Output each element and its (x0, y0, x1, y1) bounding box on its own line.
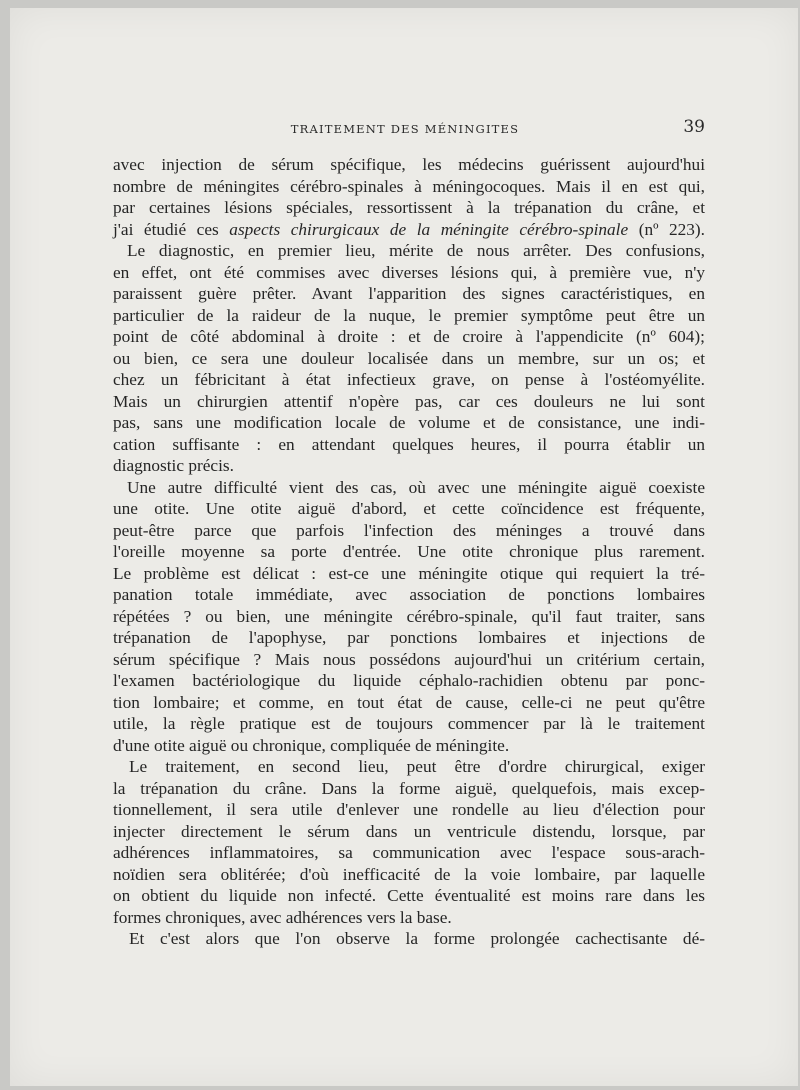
text-line: cation suffisante : en attendant quelques heures, il pourra établir un (113, 434, 705, 454)
text-line: avec injection de sérum spécifique, les médecins guérissent aujourd'hui (113, 155, 705, 174)
paragraph-start-line: Le traitement, en second lieu, peut être d'ordre chirurgical, exiger (129, 757, 705, 776)
paragraph-start-line: Le diagnostic, en premier lieu, mérite de nous arrêter. Des confusions, (127, 241, 705, 260)
text-line: on obtient du liquide non infecté. Cette éventualité est moins rare dans les (113, 886, 705, 905)
text-line: l'examen bactériologique du liquide céphalo-rachidien obtenu par ponc- (113, 671, 705, 690)
paragraph-end-line: diagnostic précis. (113, 456, 234, 475)
text-line-with-italic (113, 219, 705, 241)
text-line: peut-être parce que parfois l'infection des méninges a trouvé dans (113, 520, 705, 540)
text-line: ou bien, ce sera une douleur localisée dans un membre, sur un os; et (113, 348, 705, 368)
text-line: utile, la règle pratique est de toujours commencer par là le traitement (113, 714, 705, 733)
text-line: particulier de la raideur de la nuque, le premier symptôme peut être un (113, 305, 705, 325)
paragraph-start-line: Une autre difficulté vient des cas, où avec une méningite aiguë coexiste (127, 477, 705, 497)
text-line: chez un fébricitant à état infectieux grave, on pense à l'ostéomyélite. (113, 370, 705, 389)
text-line: panation totale immédiate, avec association de ponctions lombaires (113, 585, 705, 604)
text-line: Mais un chirurgien attentif n'opère pas, car ces douleurs ne lui sont (113, 391, 705, 411)
text-line: une otite. Une otite aiguë d'abord, et cette coïncidence est fréquente, (113, 499, 705, 518)
reference-number: (nº 223). (638, 219, 705, 239)
text-line: tionnellement, il sera utile d'enlever une rondelle au lieu d'élection pour (113, 800, 705, 819)
paragraph-end-line: formes chroniques, avec adhérences vers la base. (113, 907, 452, 927)
text-line: l'oreille moyenne sa porte d'entrée. Une otite chronique plus rarement. (113, 542, 705, 561)
text-line: par certaines lésions spéciales, ressortissent à la trépanation du crâne, et (113, 198, 705, 217)
italic-phrase: aspects chirurgicaux de la méningite cérébro-spinale (229, 219, 629, 239)
text-line: nombre de méningites cérébro-spinales à méningocoques. Mais il en est qui, (113, 176, 705, 196)
text-line: Le problème est délicat : est-ce une méningite otique qui requiert la tré- (113, 563, 705, 583)
text-line: en effet, ont été commises avec diverses lésions qui, à première vue, n'y (113, 262, 705, 282)
text-line: répétées ? ou bien, une méningite cérébro-spinale, qu'il faut traiter, sans (113, 606, 705, 626)
paragraph-end-line: d'une otite aiguë ou chronique, compliquée de méningite. (113, 735, 510, 755)
text-line: noïdien sera oblitérée; d'où inefficacité de la voie lombaire, par laquelle (113, 864, 705, 884)
text-line: pas, sans une modification locale de volume et de consistance, une indi- (113, 413, 705, 432)
document-page (10, 8, 798, 1086)
text-line: paraissent guère prêter. Avant l'apparition des signes caractéristiques, en (113, 284, 705, 303)
paragraph-start-line: Et c'est alors que l'on observe la forme prolongée cachectisante dé- (129, 929, 705, 948)
text-line: trépanation de l'apophyse, par ponctions lombaires et injections de (113, 628, 705, 647)
running-header (105, 114, 705, 144)
text-line: tion lombaire; et comme, en tout état de cause, celle-ci ne peut qu'être (113, 692, 705, 712)
text-span: j'ai étudié ces (113, 219, 219, 239)
text-line: injecter directement le sérum dans un ventricule distendu, lorsque, par (113, 821, 705, 841)
text-line: sérum spécifique ? Mais nous possédons aujourd'hui un critérium certain, (113, 649, 705, 669)
page-number: 39 (683, 117, 705, 137)
body-text (113, 154, 705, 950)
text-line: adhérences inflammatoires, sa communication avec l'espace sous-arach- (113, 843, 705, 862)
text-line: la trépanation du crâne. Dans la forme aiguë, quelquefois, mais excep- (113, 778, 705, 798)
text-line: point de côté abdominal à droite : et de croire à l'appendicite (nº 604); (113, 327, 705, 346)
running-title: TRAITEMENT DES MÉNINGITES (290, 122, 520, 136)
